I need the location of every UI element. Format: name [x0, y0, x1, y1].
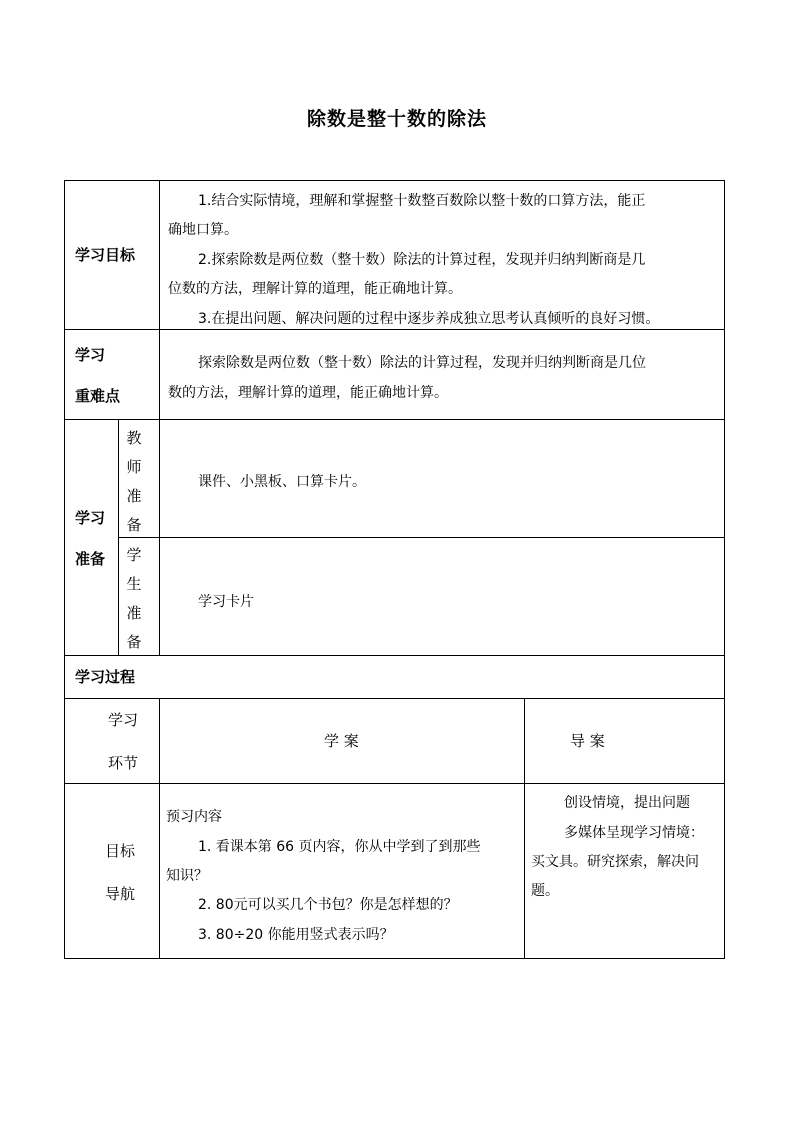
guide-line-1: 创设情境，提出问题 [564, 795, 690, 811]
stage-header-2: 环节 [108, 754, 139, 772]
goals-line-1: 1.结合实际情境，理解和掌握整十数整百数除以整十数的口算方法，能正 [198, 193, 646, 209]
stage-header-1: 学习 [108, 711, 139, 729]
prep-label-2: 准备 [75, 550, 106, 568]
goals-line-3: 2.探索除数是两位数（整十数）除法的计算过程，发现并归纳判断商是几 [198, 252, 646, 268]
key-points-label-2: 重难点 [75, 387, 121, 405]
study-line-1: 预习内容 [166, 809, 222, 825]
study-line-2: 1. 看课本第 66 页内容，你从中学到了到那些 [198, 839, 481, 855]
stage-name-1: 目标 [105, 842, 136, 860]
key-points-line-2: 数的方法，理解计算的道理，能正确地计算。 [168, 385, 448, 401]
key-points-label-1: 学习 [75, 346, 106, 364]
stage-name-2: 导航 [105, 885, 136, 903]
study-plan-header: 学 案 [324, 732, 359, 750]
study-line-3: 知识？ [166, 868, 208, 884]
goals-line-5: 3.在提出问题、解决问题的过程中逐步养成独立思考认真倾听的良好习惯。 [198, 311, 660, 327]
goals-label: 学习目标 [75, 246, 136, 264]
study-line-4: 2. 80元可以买几个书包？你是怎样想的？ [198, 897, 458, 913]
goals-line-4: 位数的方法，理解计算的道理，能正确地计算。 [168, 281, 462, 297]
teacher-prep-label: 教 师 准 备 [126, 429, 142, 534]
goals-line-2: 确地口算。 [168, 222, 238, 238]
guide-line-2: 多媒体呈现学习情境： [564, 825, 704, 841]
guide-line-3: 买文具。研究探索，解决问 [531, 854, 699, 870]
guide-line-4: 题。 [531, 883, 559, 899]
student-prep-content: 学习卡片 [198, 594, 254, 610]
teacher-prep-content: 课件、小黑板、口算卡片。 [198, 474, 366, 490]
process-label: 学习过程 [75, 668, 136, 686]
study-line-5: 3. 80÷20 你能用竖式表示吗？ [198, 927, 394, 943]
page-title: 除数是整十数的除法 [306, 108, 487, 130]
key-points-line-1: 探索除数是两位数（整十数）除法的计算过程，发现并归纳判断商是几位 [198, 355, 646, 371]
guide-plan-header: 导 案 [570, 732, 605, 750]
prep-label-1: 学习 [75, 509, 106, 527]
student-prep-label: 学 生 准 备 [126, 546, 142, 651]
